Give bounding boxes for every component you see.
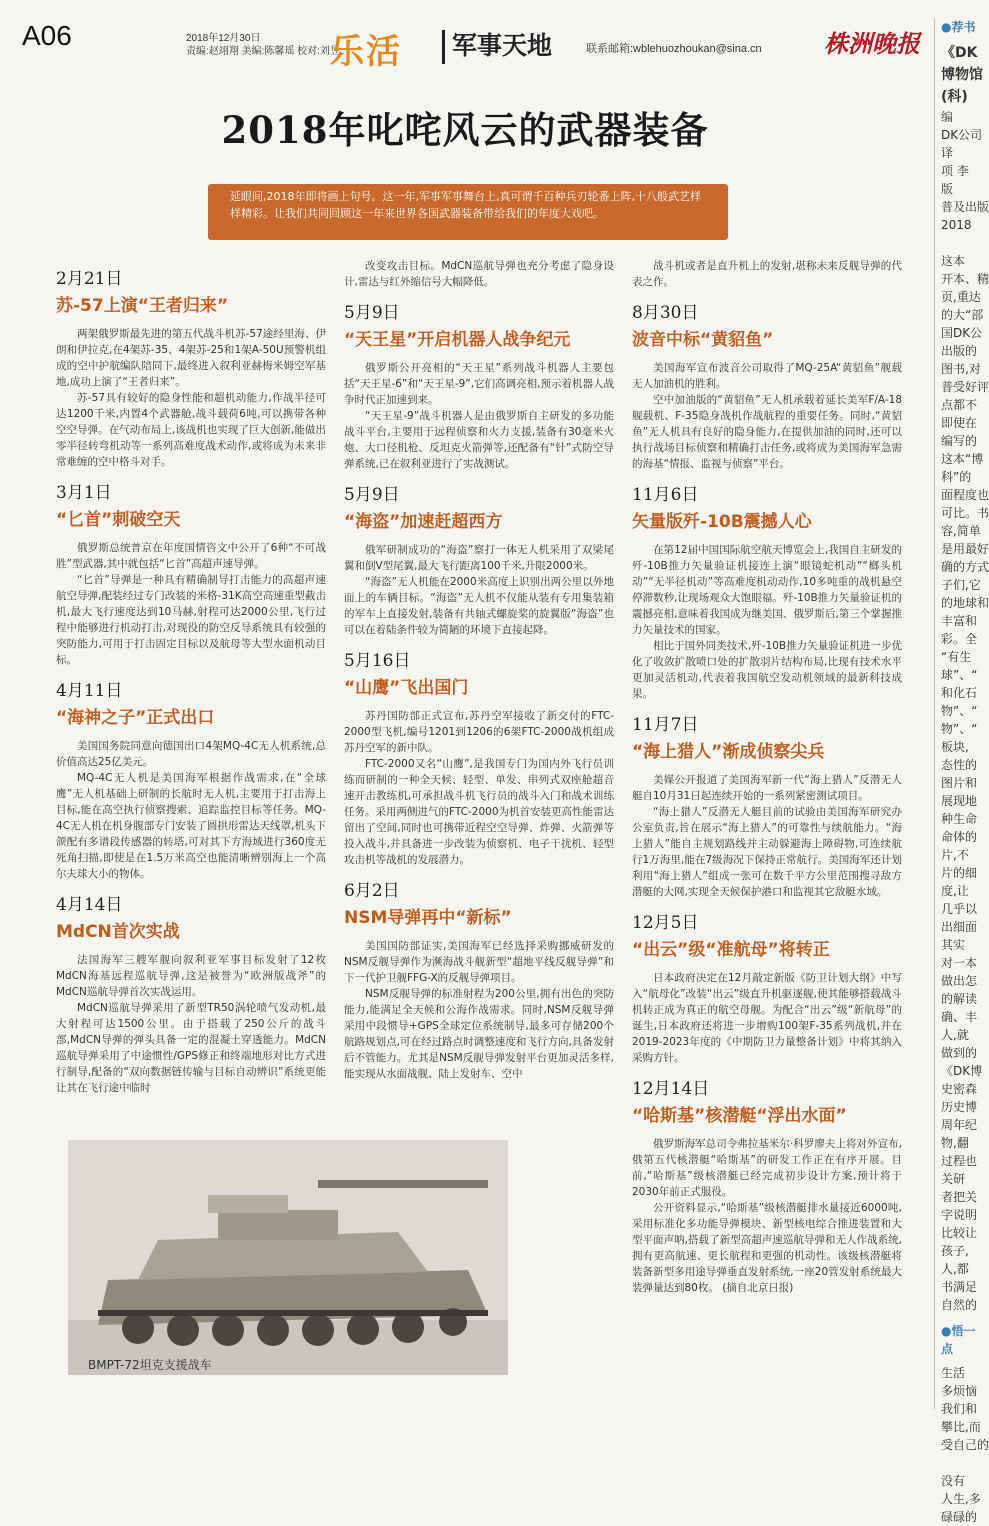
sidebar-line: 片,不 (941, 848, 969, 862)
article-headline: “海盗”加速赶超西方 (344, 512, 503, 532)
article-date: 6月2日 (344, 881, 400, 901)
sidebar-line: 种生命 (941, 812, 978, 826)
sidebar-line: 物”、“ (941, 704, 978, 718)
article-headline: “海上猎人”渐成侦察尖兵 (632, 742, 825, 762)
article-paragraph: 苏-57具有较好的隐身性能和超机动能力,作战半径可达1200千米,内置4个武器舱,战斗载荷6吨,可以携带各种空空导弹。在气动布局上,该战机也实现了巨大创新,能做出零半径转弯机动等一系列高难度战术动作,或将成为未来非常难缠的空中格斗对手。 (56, 392, 326, 468)
article-headline: MdCN首次实战 (56, 922, 180, 942)
article-paragraph: “海上猎人”反潜无人艇目前的试验由美国海军研究办公室负责,旨在展示“海上猎人”的可靠性与续航能力。“海上猎人”能自主规划路线并主动躲避海上障碍物,可连续航行1万海里,能在7级海况下保持正常航行。美国海军还计划利用“海上猎人”组成一张可在数千平方公里范围搜寻敌方潜艇的大网,实现全天候保护港口和监视其它敌艇水域。 (632, 806, 902, 898)
article-headline: “山鹰”飞出国门 (344, 678, 469, 698)
sidebar-line: 受自己的 (941, 1438, 989, 1452)
sidebar-line: 科”的 (941, 470, 972, 484)
sidebar-line: 《DK博 (941, 1064, 983, 1078)
article-date: 5月9日 (344, 303, 400, 323)
sidebar-tag-2: ●悟一点 (941, 1324, 976, 1356)
sidebar-line: 的解读 (941, 992, 978, 1006)
sidebar-line: 自然的 (941, 1298, 978, 1312)
article-paragraph: 公开资料显示,“哈斯基”级核潜艇排水量接近6000吨,采用标准化多功能导弹模块、新型核电综合推进装置和大型平面声呐,搭载了新型高超声速巡航导弹和无人作战系统,拥有更高航速、更长航程和更强的机动性。该级核潜艇将装备新型多用途导弹垂直发射系统,一座20管发射系统最大装弹量达到80枚。 (摘自北京日报) (632, 1202, 902, 1294)
sidebar-line: 字说明 (941, 1208, 978, 1222)
sidebar-line: 做到的 (941, 1046, 978, 1060)
article-paragraph: MdCN巡航导弹采用了新型TR50涡轮喷气发动机,最大射程可达1500公里。由于搭载了250公斤的战斗部,MdCN导弹的弹头具备一定的混凝土穿透能力。MdCN巡航导弹采用了中途惯性/GPS修正和终端地形对比方式进行制导,配备的“双向数据链传输与目标自动辨识”系统更能让其在飞行途中临时 (56, 1002, 326, 1094)
article-date: 3月1日 (56, 483, 112, 503)
sidebar-line: 人,都 (941, 1262, 969, 1276)
article (632, 710, 902, 900)
article-paragraph: 俄罗斯海军总司令弗拉基米尔·科罗廖夫上将对外宣布,俄第五代核潜艇“哈斯基”的研发工作正在有序开展。目前,“哈斯基”级核潜艇已经完成初步设计方案,预计将于2030年前正式服役。 (632, 1138, 902, 1198)
article (56, 478, 326, 668)
article (632, 480, 902, 702)
newspaper-brand: 株洲晚报 (824, 29, 920, 58)
article-date: 11月6日 (632, 485, 699, 505)
sidebar-line: 人生,多 (941, 1492, 981, 1506)
sidebar-line: 板块, (941, 740, 969, 754)
sidebar-line: 关研 (941, 1172, 966, 1186)
article-paragraph: 相比于国外同类技术,歼-10B推力矢量验证机进一步优化了收敛扩散喷口处的扩散羽片结构布局,比现有技术水平更加灵活机动,代表着我国航空发动机领域的最新科技成果。 (632, 640, 902, 700)
section-logo (330, 24, 438, 70)
article-paragraph: 法国海军三艘军舰向叙利亚军事目标发射了12枚MdCN海基远程巡航导弹,这是被誉为“欧洲版战斧”的MdCN巡航导弹首次实战运用。 (56, 954, 326, 998)
header-divider (442, 30, 445, 64)
article (344, 480, 614, 638)
sidebar-line: 子们,它 (941, 578, 981, 592)
sidebar-line: 片的细 (941, 866, 978, 880)
sidebar-line: 我们和 (941, 1402, 978, 1416)
article-date: 4月14日 (56, 895, 123, 915)
article-headline: “海神之子”正式出口 (56, 708, 215, 728)
article (632, 298, 902, 472)
sidebar-line: 出细面 (941, 920, 978, 934)
article-headline: 苏-57上演“王者归来” (56, 296, 229, 316)
sidebar-line: 丰富和 (941, 614, 978, 628)
article-paragraph: 俄军研制成功的“海盗”察打一体无人机采用了双梁尾翼和倒V型尾翼,最大飞行距离100千米,升限2000米。 (344, 544, 614, 572)
sidebar-line: 没有 (941, 1474, 966, 1488)
sidebar-line: 普及出版 (941, 200, 989, 214)
article-paragraph: 在第12届中国国际航空航天博览会上,我国自主研发的歼-10B推力矢量验证机接连上演“眼镜蛇机动”“榔头机动”“无半径机动”等高难度机动动作,10多吨重的战机悬空停滞数秒,让现场观众大饱眼福。歼-10B推力矢量验证机的震撼亮相,意味着我国成为继美国、俄罗斯后,第三个掌握推力矢量技术的国家。 (632, 544, 902, 636)
article-paragraph: 俄罗斯公开亮相的“天王星”系列战斗机器人主要包括“天王星-6”和“天王星-9”,它们高调亮相,预示着机器人战争时代正加速到来。 (344, 362, 614, 406)
edition-date: 2018年12月30日 (186, 33, 261, 44)
article-paragraph: 空中加油版的“黄貂鱼”无人机承载着延长美军F/A-18舰载机、F-35隐身战机作战航程的重要任务。同时,“黄貂鱼”无人机具有良好的隐身能力,在提供加油的同时,还可以执行战场目标侦察和精确打击任务,或将成为美国海军急需的海基“情报、监视与侦察”平台。 (632, 394, 902, 470)
article-paragraph: 改变攻击目标。MdCN巡航导弹也充分考虑了隐身设计,雷达与红外缩信号大幅降低。 (344, 260, 614, 288)
sidebar-book-title: 《DK博物馆(科) (941, 45, 983, 105)
article-paragraph: 日本政府决定在12月敲定新版《防卫计划大纲》中写入“航母化”改装“出云”级直升机驱逐舰,使其能够搭载战斗机转正成为真正的航空母舰。为配合“出云”级“新航母”的诞生,日本政府还将进一步增购100架F-35系列战机,并在2019-2023年度的《中期防卫力量整备计划》中将其纳入采购方针。 (632, 972, 902, 1064)
article (344, 646, 614, 868)
tank-photo (68, 1140, 508, 1375)
sidebar-line: 物,翻 (941, 1136, 969, 1150)
sidebar-line: 容,简单 (941, 524, 981, 538)
sidebar-line: 图片和 (941, 776, 978, 790)
article-headline: NSM导弹再中“新标” (344, 908, 512, 928)
article-date: 2月21日 (56, 269, 123, 289)
sidebar-line: 几乎以 (941, 902, 978, 916)
sidebar-line: 史密森 (941, 1082, 978, 1096)
sidebar-line: 确、丰 (941, 1010, 978, 1024)
sidebar-line: “有生 (941, 650, 972, 664)
article-date: 4月11日 (56, 681, 123, 701)
article (344, 298, 614, 472)
sidebar-line: 的地球和 (941, 596, 989, 610)
edition-staff: 责编:赵翊翔 美编:陈馨瑶 校对:刘昱 (186, 46, 340, 57)
article-date: 5月16日 (344, 651, 411, 671)
article (632, 258, 902, 290)
sidebar-text (941, 108, 989, 1314)
sidebar-tag: ●荐书 (941, 20, 976, 34)
photo-caption: BMPT-72坦克支援战车 (88, 1358, 212, 1372)
article-column (56, 258, 326, 1138)
article-paragraph: 苏丹国防部正式宣布,苏丹空军接收了新交付的FTC-2000型飞机,编号1201到1206的6架FTC-2000战机组成苏丹空军的新中队。 (344, 710, 614, 754)
sidebar-line (941, 234, 985, 252)
article (632, 1074, 902, 1296)
article-date: 12月5日 (632, 913, 699, 933)
sidebar-line: 度,让 (941, 884, 969, 898)
article-paragraph: NSM反舰导弹的标准射程为200公里,拥有出色的突防能力,能满足全天候和公海作战需求。同时,NSM反舰导弹采用中段惯导+GPS全球定位系统制导,最多可存储200个航路规划点,可在经过路点时调整速度和飞行方向,具备发射后不管能力。尤其是NSM反舰导弹发射平台更加灵活多样,能实现从水面战舰、陆上发射车、空中 (344, 988, 614, 1080)
sidebar-line: 点都不 (941, 398, 978, 412)
article (56, 890, 326, 1096)
sidebar-line: 普受好评 (941, 380, 989, 394)
sidebar-line: 过程也 (941, 1154, 978, 1168)
article (344, 876, 614, 1082)
sidebar-line: 和化石 (941, 686, 978, 700)
sidebar-line: 国DK公 (941, 326, 983, 340)
sidebar-line: 2018 (941, 218, 972, 232)
article-paragraph: 美媒公开报道了美国海军新一代“海上猎人”反潜无人艇自10月31日起连续开始的一系列紧密测试项目。 (632, 774, 902, 802)
sidebar-line: 对一本 (941, 956, 978, 970)
sidebar-line: 孩子, (941, 1244, 969, 1258)
sidebar-line: 的大“部 (941, 308, 984, 322)
page-header (0, 0, 985, 80)
sidebar-line: 页,重达 (941, 290, 981, 304)
article (632, 908, 902, 1066)
sidebar-line: 命体的 (941, 830, 978, 844)
sidebar-line: 图书,对 (941, 362, 981, 376)
sidebar-line: 态性的 (941, 758, 978, 772)
sidebar-line: 其实 (941, 938, 966, 952)
article-headline: “匕首”刺破空天 (56, 510, 181, 530)
edition-meta (186, 32, 340, 58)
article-paragraph: 美国国防部证实,美国海军已经选择采购挪威研发的NSM反舰导弹作为濒海战斗舰新型“超地平线反舰导弹”和下一代护卫舰FFG-X的反舰导弹项目。 (344, 940, 614, 984)
sidebar-line: 是用最好 (941, 542, 989, 556)
sidebar-line: 确的方式 (941, 560, 989, 574)
sidebar-line: 者把关 (941, 1190, 978, 1204)
sidebar-line: 生活 (941, 1366, 966, 1380)
sidebar-line: 出版的 (941, 344, 978, 358)
article-paragraph: “海盗”无人机能在2000米高度上识别出两公里以外地面上的车辆目标。“海盗”无人机不仅能从装有专用集装箱的军车上直接发射,装备有共轴式螺旋桨的旋翼版“海盗”也可以在着陆条件较为简陋的环境下直接起降。 (344, 576, 614, 636)
sidebar-line: 历史博 (941, 1100, 978, 1114)
page-number: A06 (22, 20, 72, 51)
sidebar-line: 人,就 (941, 1028, 969, 1042)
article-date: 5月9日 (344, 485, 400, 505)
article-date: 12月14日 (632, 1079, 710, 1099)
article-headline: “出云”级“准航母”将转正 (632, 940, 830, 960)
article (56, 676, 326, 882)
sidebar-line: 物”、“ (941, 722, 978, 736)
sidebar-text-2 (941, 1364, 989, 1526)
sidebar-line: 碌碌的 (941, 1510, 978, 1524)
article-paragraph: 美国海军宣布波音公司取得了MQ-25A“黄貂鱼”舰载无人加油机的胜利。 (632, 362, 902, 390)
article-paragraph: 美国国务院同意向德国出口4架MQ-4C无人机系统,总价值高达25亿美元。 (56, 740, 326, 768)
sidebar-column (934, 18, 989, 1524)
sidebar-line: 译 (941, 146, 954, 160)
sidebar-line: 展现地 (941, 794, 978, 808)
sidebar-line: 多烦恼 (941, 1384, 978, 1398)
article-date: 11月7日 (632, 715, 699, 735)
sidebar-line: 开本、精 (941, 272, 989, 286)
page-title: 2018年叱咤风云的武器装备 (221, 108, 709, 152)
sidebar-line: 面程度也 (941, 488, 989, 502)
sidebar-line: 书满足 (941, 1280, 978, 1294)
sidebar-line: 做出怎 (941, 974, 978, 988)
sidebar-line: 周年纪 (941, 1118, 978, 1132)
sidebar-line: 比较让 (941, 1226, 978, 1240)
sidebar-line: 攀比,而 (941, 1420, 981, 1434)
article-paragraph: 俄罗斯总统普京在年度国情咨文中公开了6种“不可战胜”型武器,其中就包括“匕首”高超声速导弹。 (56, 542, 326, 570)
article-headline: 波音中标“黄貂鱼” (632, 330, 774, 350)
sidebar-line: 版 (941, 182, 954, 196)
article-paragraph: “天王星-9”战斗机器人是由俄罗斯自主研发的多功能战斗平台,主要用于远程侦察和火力支援,装备有30毫米火炮、大口径机枪、反坦克火箭弹等,还配备有“针”式防空导弹系统,已在叙利亚进行了实战测试。 (344, 410, 614, 470)
article-paragraph: 两架俄罗斯最先进的第五代战斗机苏-57途经里海、伊朗和伊拉克,在4架苏-35、4架苏-25和1架A-50U预警机组成的空中护航编队陪同下,最终进入叙利亚赫梅米姆空军基地,成功上演了“王者归来”。 (56, 328, 326, 388)
article-paragraph: FTC-2000又名“山鹰”,是我国专门为国内外飞行员训练而研制的一种全天候、轻型、单发、串列式双座舱超音速开击教练机,可承担战斗机飞行员的战斗入门和战术训练任务。采用两侧进气的FTC-2000为机首安装更高性能雷达留出了空间,同时也可携带近程空空导弹、炸弹、火箭弹等投入战斗,并具备进一步改装为侦察机、电子干扰机、轻型攻击机等战机的发展潜力。 (344, 758, 614, 866)
sidebar-line: 球”、“ (941, 668, 978, 682)
contact-email: 联系邮箱:wblehuozhoukan@sina.cn (586, 43, 762, 55)
article-headline: “哈斯基”核潜艇“浮出水面” (632, 1106, 847, 1126)
article-paragraph: MQ-4C无人机是美国海军根据作战需求,在“全球鹰”无人机基础上研制的长航时无人机,主要用于打击海上目标,能在高空执行侦察搜索、追踪监控目标等任务。MQ-4C无人机在机身腹部专门安装了圆拱形雷达天线罩,机头下颌配有多谱段传感器的转塔,可对其下方海域进行360度无死角扫描,即使是在1.5万米高空也能清晰辨别海上一个高尔夫球大小的物体。 (56, 772, 326, 880)
article (56, 264, 326, 470)
sidebar-line (941, 1454, 985, 1472)
sidebar-line: 可比。书 (941, 506, 989, 520)
article-headline: 矢量版歼-10B震撼人心 (632, 512, 812, 532)
article-column (632, 258, 902, 1388)
sidebar-line: 这本 (941, 254, 966, 268)
article-paragraph: 战斗机或者是直升机上的发射,堪称未来反舰导弹的代表之作。 (632, 260, 902, 288)
section-logo-text: 乐活 (330, 32, 402, 72)
section-name: 军事天地 (452, 31, 553, 60)
sidebar-line: 编写的 (941, 434, 978, 448)
sidebar-line: 即使在 (941, 416, 978, 430)
sidebar-line: 项 李 (941, 164, 969, 178)
sidebar-line: 这本“博 (941, 452, 984, 466)
article-headline: “天王星”开启机器人战争纪元 (344, 330, 571, 350)
sidebar-line: DK公司 (941, 128, 983, 142)
sidebar-line: 彩。全 (941, 632, 978, 646)
article-paragraph: “匕首”导弹是一种具有精确制导打击能力的高超声速航空导弹,配装经过专门改装的米格-31K高空高速重型截击机,最大飞行速度达到10马赫,射程可达2000公里,飞行过程中能够进行机动打击,对现役的防空反导系统具有较强的突防能力,可用于打击固定目标以及航母等大型水面机动目标。 (56, 574, 326, 666)
article-date: 8月30日 (632, 303, 699, 323)
intro-box: 延眼间,2018年即将画上句号。这一年,军事军事舞台上,真可谓千百种兵刃轮番上阵,十八般武艺样样精彩。让我们共同回顾这一年来世界各国武器装备带给我们的年度大戏吧。 (208, 184, 728, 240)
sidebar-line: 编 (941, 110, 954, 124)
article (344, 258, 614, 290)
